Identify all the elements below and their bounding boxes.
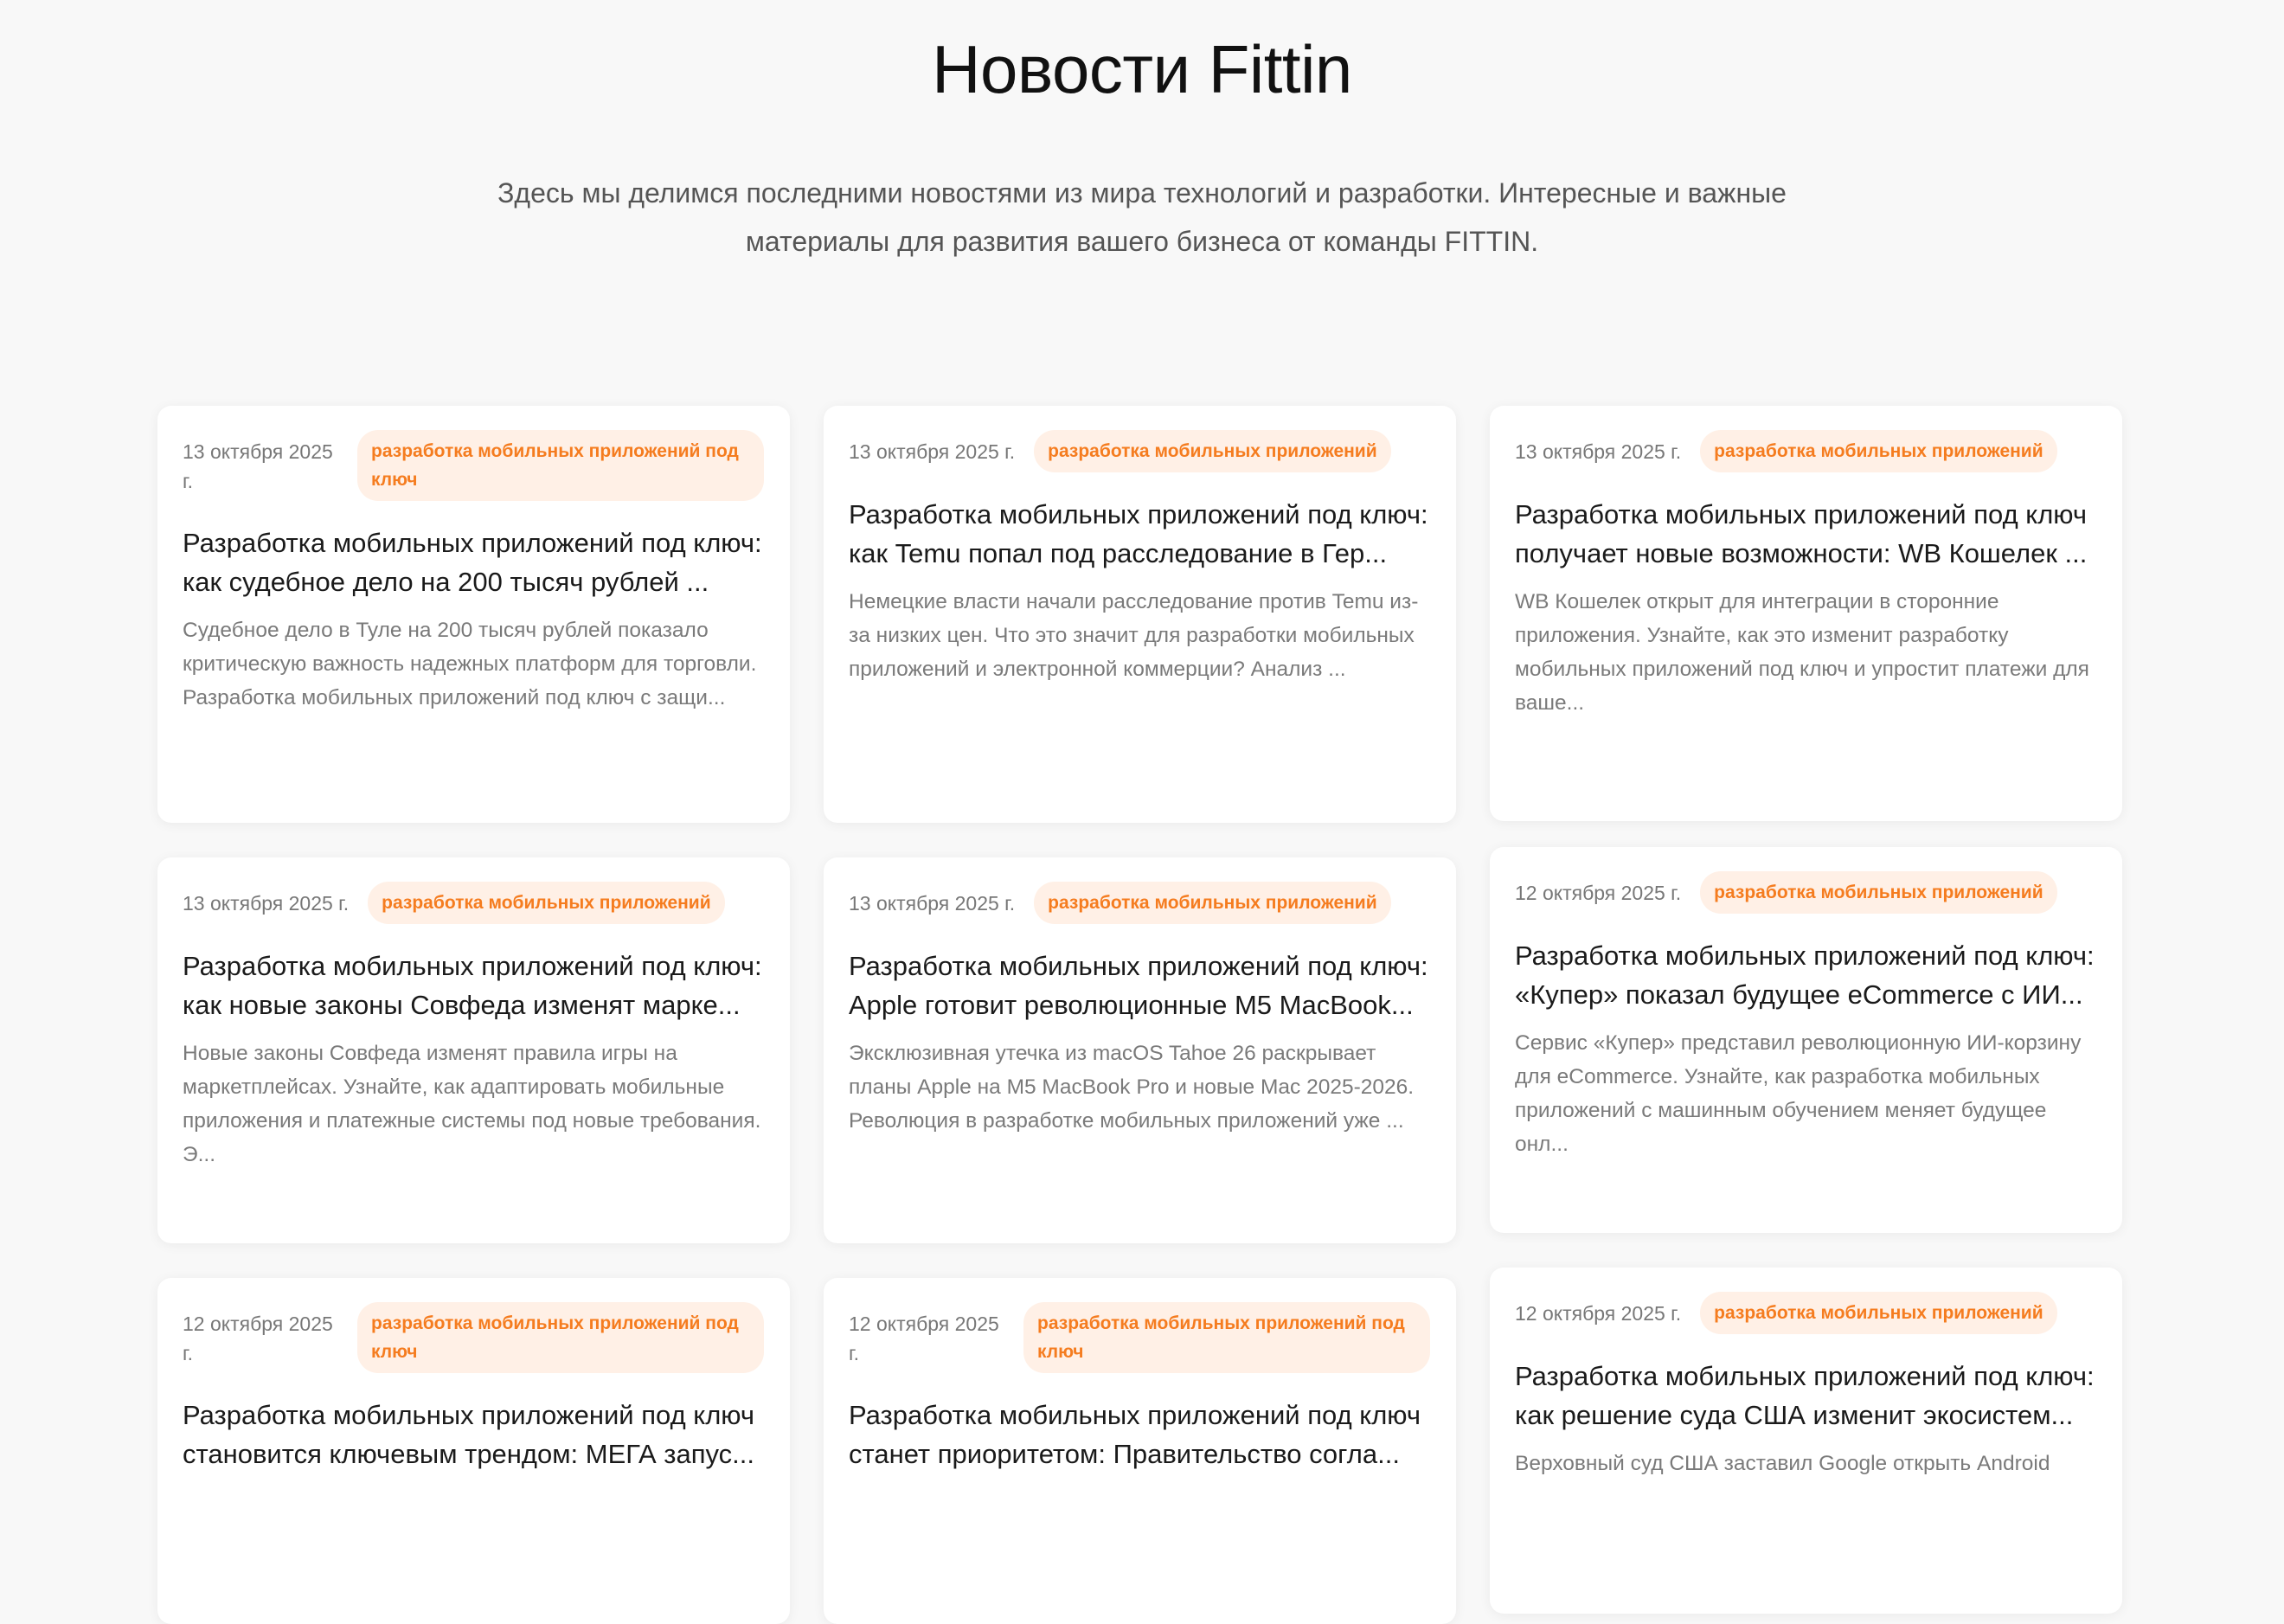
card-meta [1515, 871, 2096, 914]
news-column-2 [824, 406, 1456, 1624]
card-meta [183, 1302, 764, 1373]
card-meta [183, 430, 764, 501]
news-card[interactable] [824, 857, 1456, 1243]
card-tag[interactable]: разработка мобильных приложений [1700, 430, 2056, 472]
card-title[interactable]: Разработка мобильных приложений под ключ становится ключевым трендом: МЕГА запус... [183, 1400, 755, 1469]
card-date: 13 октября 2025 г. [183, 440, 333, 492]
card-meta [183, 882, 764, 924]
page-title: Новости Fittin [932, 31, 1352, 107]
news-grid [157, 406, 2123, 1624]
card-tag[interactable]: разработка мобильных приложений [1034, 882, 1390, 924]
card-excerpt: Верховный суд США заставил Google открыть Android [1515, 1452, 2050, 1475]
card-excerpt: Судебное дело в Туле на 200 тысяч рублей показало критическую важность надежных платформ для торговли. Разработка мобильных приложений под ключ с защи... [183, 619, 757, 709]
card-title[interactable]: Разработка мобильных приложений под ключ: как решение суда США изменит экосистем... [1515, 1361, 2095, 1430]
card-meta [849, 430, 1430, 472]
news-card[interactable] [824, 406, 1456, 823]
news-card[interactable] [824, 1278, 1456, 1624]
card-excerpt: Немецкие власти начали расследование против Temu из-за низких цен. Что это значит для разработки мобильных приложений и электронной коммерции? Анализ ... [849, 590, 1419, 681]
card-excerpt: WB Кошелек открыт для интеграции в сторонние приложения. Узнайте, как это изменит разработку мобильных приложений под ключ и упростит платежи для ваше... [1515, 590, 2089, 715]
card-tag[interactable]: разработка мобильных приложений [368, 882, 724, 924]
card-meta [849, 882, 1430, 924]
news-column-3 [1490, 406, 2122, 1614]
card-title[interactable]: Разработка мобильных приложений под ключ станет приоритетом: Правительство согла... [849, 1400, 1421, 1469]
card-tag[interactable]: разработка мобильных приложений под ключ [1023, 1302, 1430, 1373]
card-date: 12 октября 2025 г. [1515, 1302, 1682, 1325]
card-date: 12 октября 2025 г. [1515, 882, 1682, 904]
news-card[interactable] [157, 406, 790, 823]
card-date: 12 октября 2025 г. [183, 1313, 333, 1364]
card-excerpt: Сервис «Купер» представил революционную ИИ-корзину для eCommerce. Узнайте, как разработка мобильных приложений с машинным обучением меняет будущее онл... [1515, 1031, 2082, 1156]
card-date: 12 октября 2025 г. [849, 1313, 999, 1364]
card-title[interactable]: Разработка мобильных приложений под ключ: как Temu попал под расследование в Гер... [849, 499, 1428, 568]
page-subtitle: Здесь мы делимся последними новостями из мира технологий и разработки. Интересные и важные материалы для развития вашего бизнеса от команды FITTIN. [497, 177, 1787, 257]
card-title[interactable]: Разработка мобильных приложений под ключ: «Купер» показал будущее eCommerce с ИИ... [1515, 940, 2095, 1010]
news-card[interactable] [157, 857, 790, 1243]
card-date: 13 октября 2025 г. [849, 440, 1016, 463]
card-title[interactable]: Разработка мобильных приложений под ключ: как судебное дело на 200 тысяч рублей ... [183, 528, 762, 597]
card-title[interactable]: Разработка мобильных приложений под ключ: Apple готовит революционные M5 MacBook... [849, 951, 1428, 1020]
card-title[interactable]: Разработка мобильных приложений под ключ получает новые возможности: WB Кошелек ... [1515, 499, 2088, 568]
news-card[interactable] [1490, 1268, 2122, 1614]
card-title[interactable]: Разработка мобильных приложений под ключ: как новые законы Совфеда изменят марке... [183, 951, 762, 1020]
news-card[interactable] [1490, 406, 2122, 821]
card-excerpt: Эксклюзивная утечка из macOS Tahoe 26 раскрывает планы Apple на M5 MacBook Pro и новые Mac 2025-2026. Революция в разработке мобильных приложений уже ... [849, 1042, 1415, 1133]
news-card[interactable] [1490, 847, 2122, 1233]
card-meta [1515, 430, 2096, 472]
card-tag[interactable]: разработка мобильных приложений [1700, 1292, 2056, 1334]
card-date: 13 октября 2025 г. [849, 892, 1016, 915]
card-excerpt: Новые законы Совфеда изменят правила игры на маркетплейсах. Узнайте, как адаптировать мобильные приложения и платежные системы под новые требования. Э... [183, 1042, 761, 1166]
card-meta [1515, 1292, 2096, 1334]
news-column-1 [157, 406, 790, 1624]
card-meta [849, 1302, 1430, 1373]
card-tag[interactable]: разработка мобильных приложений под ключ [357, 430, 764, 501]
card-date: 13 октября 2025 г. [1515, 440, 1682, 463]
card-tag[interactable]: разработка мобильных приложений [1700, 871, 2056, 914]
news-card[interactable] [157, 1278, 790, 1624]
card-tag[interactable]: разработка мобильных приложений под ключ [357, 1302, 764, 1373]
card-date: 13 октября 2025 г. [183, 892, 350, 915]
card-tag[interactable]: разработка мобильных приложений [1034, 430, 1390, 472]
